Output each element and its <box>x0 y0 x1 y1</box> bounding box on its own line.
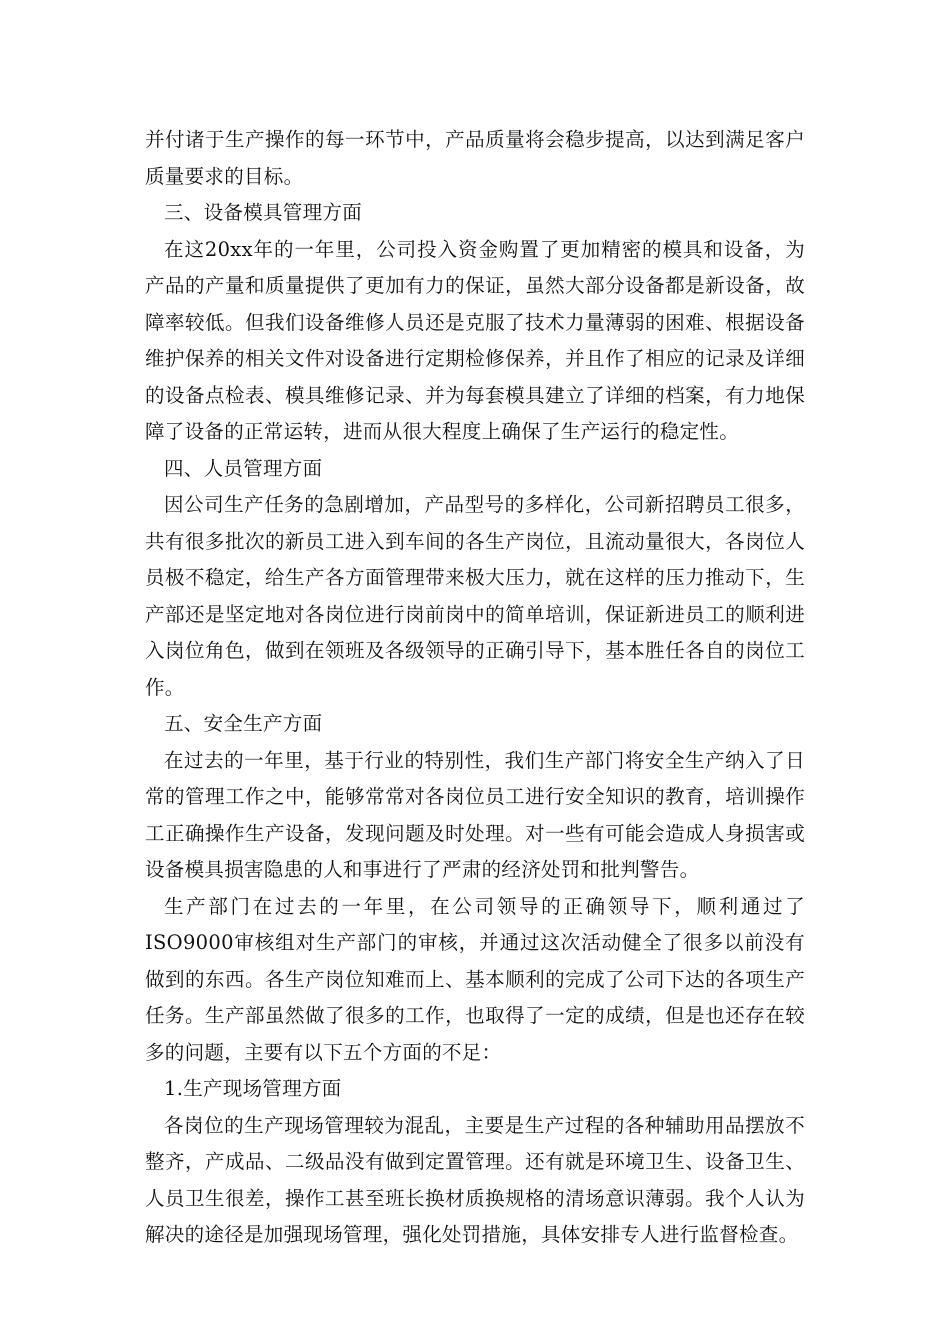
paragraph-safety: 在过去的一年里，基于行业的特别性，我们生产部门将安全生产纳入了日常的管理工作之中，能够常常对各岗位员工进行安全知识的教育，培训操作工正确操作生产设备，发现问题及时处理。对一些有可能会造成人身损害或设备模具损害隐患的人和事进行了严肃的经济处罚和批判警告。 <box>145 748 805 881</box>
section-heading-safety: 五、安全生产方面 <box>164 712 323 735</box>
paragraph-site-management: 各岗位的生产现场管理较为混乱，主要是生产过程的各种辅助用品摆放不整齐，产成品、二级品没有做到定置管理。还有就是环境卫生、设备卫生、人员卫生很差，操作工甚至班长换材质换规格的清场意识薄弱。我个人认为解决的途径是加强现场管理，强化处罚措施，具体安排专人进行监督检查。 <box>145 1113 805 1246</box>
paragraph-continuation: 并付诸于生产操作的每一环节中，产品质量将会稳步提高，以达到满足客户质量要求的目标。 <box>145 128 805 188</box>
section-heading-equipment: 三、设备模具管理方面 <box>164 201 363 224</box>
section-heading-personnel: 四、人员管理方面 <box>164 456 323 480</box>
paragraph-equipment: 在这20xx年的一年里，公司投入资金购置了更加精密的模具和设备，为产品的产量和质量提供了更加有力的保证，虽然大部分设备都是新设备，故障率较低。但我们设备维修人员还是克服了技术力量薄弱的困难、根据设备维护保养的相关文件对设备进行定期检修保养，并且作了相应的记录及详细的设备点检表、模具维修记录、并为每套模具建立了详细的档案，有力地保障了设备的正常运转，进而从很大程度上确保了生产运行的稳定性。 <box>145 237 805 443</box>
paragraph-personnel: 因公司生产任务的急剧增加，产品型号的多样化，公司新招聘员工很多，共有很多批次的新员工进入到车间的各生产岗位，且流动量很大，各岗位人员极不稳定，给生产各方面管理带来极大压力，就在这样的压力推动下，生产部还是坚定地对各岗位进行岗前岗中的简单培训，保证新进员工的顺利进入岗位角色，做到在领班及各级领导的正确引导下，基本胜任各自的岗位工作。 <box>145 493 805 699</box>
paragraph-summary: 生产部门在过去的一年里，在公司领导的正确领导下，顺利通过了ISO9000审核组对生产部门的审核，并通过这次活动健全了很多以前没有做到的东西。各生产岗位知难而上、基本顺利的完成了公司下达的各项生产任务。生产部虽然做了很多的工作，也取得了一定的成绩，但是也还存在较多的问题，主要有以下五个方面的不足： <box>145 894 805 1064</box>
document-body <box>145 122 805 1254</box>
subsection-heading-site-management: 1.生产现场管理方面 <box>164 1077 342 1100</box>
